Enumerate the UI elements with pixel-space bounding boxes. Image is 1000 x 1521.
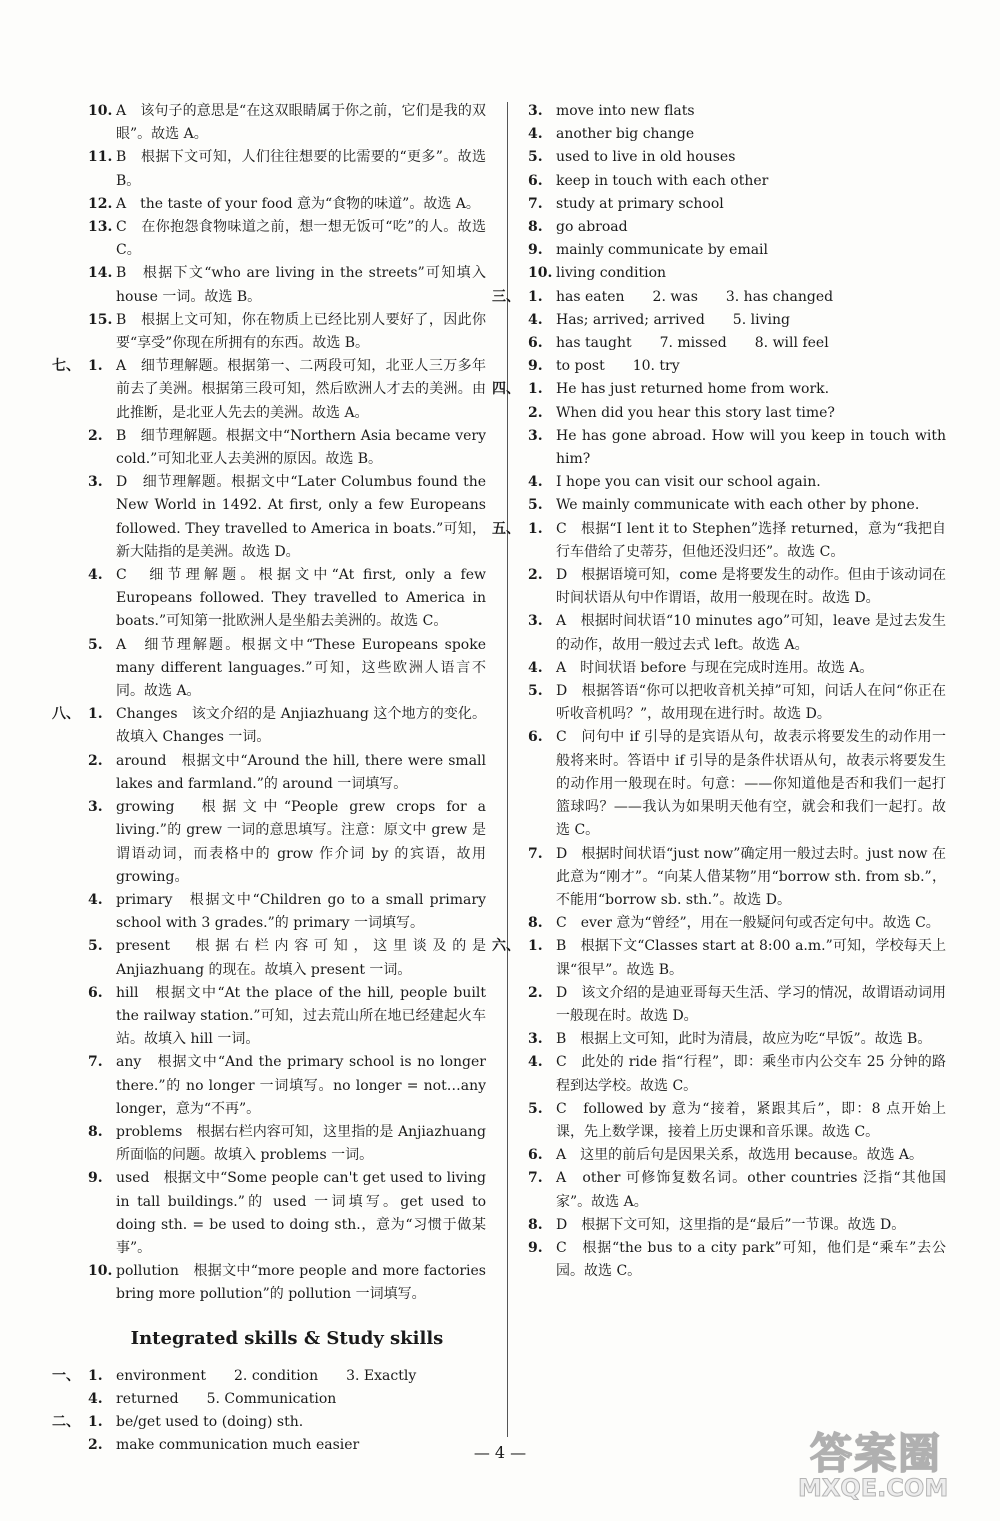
answer-text: C followed by 意为“接着，紧跟其后”，即：8 点开始上课，先上数学课，接着上历史课和音乐课。故选 C。 [556, 1100, 946, 1140]
answer-number: 2. [528, 404, 543, 421]
answer-text: to post 10. try [556, 358, 680, 375]
answer-number: 4. [528, 126, 543, 143]
answer-number: 4. [528, 311, 543, 328]
answer-text: make communication much easier [116, 1437, 360, 1454]
answer-number: 3. [528, 103, 543, 119]
answer-text: D 该文介绍的是迪亚哥每天生活、学习的情况，故谓语动词用一般现在时。故选 D。 [556, 984, 946, 1024]
answer-entry [88, 425, 486, 471]
answer-entry [528, 1144, 946, 1167]
answer-entry [528, 610, 946, 656]
answer-text: environment 2. condition 3. Exactly [116, 1367, 417, 1384]
answer-text: C 此处的 ride 指“行程”，即：乘坐市内公交车 25 分钟的路程到达学校。故选 C。 [556, 1054, 946, 1094]
answer-number: 6. [528, 729, 543, 746]
answer-text: go abroad [556, 219, 628, 236]
section-label: 一、 [52, 1367, 80, 1384]
answer-entry [88, 309, 486, 355]
answer-number: 7. [528, 195, 543, 212]
answer-entry [492, 518, 946, 564]
right-answer-list [492, 100, 946, 1283]
answer-text: living condition [556, 265, 667, 282]
watermark-text: 答案圈 [810, 1429, 943, 1478]
answer-number: 3. [528, 1031, 543, 1048]
answer-number: 10. [88, 1263, 113, 1280]
answer-entry [88, 1167, 486, 1260]
answer-entry [88, 935, 486, 981]
answer-text: be/get used to (doing) sth. [116, 1413, 304, 1430]
answer-number: 1. [528, 288, 543, 305]
answer-text: C 根据“I lent it to Stephen”选择 returned，意为“我把自行车借给了史蒂芬，但他还没归还”。故选 C。 [556, 520, 946, 560]
answer-entry [528, 123, 946, 146]
answer-number: 15. [88, 311, 113, 328]
answer-entry [88, 146, 486, 192]
answer-text: C 根据“the bus to a city park”可知，他们是“乘车”去公园。故选 C。 [556, 1239, 946, 1280]
answer-text: B 根据上文可知，你在物质上已经比别人要好了，因此你要“享受”你现在所拥有的东西。故选 B。 [116, 311, 486, 352]
answer-number: 3. [528, 427, 543, 444]
answer-text: B 根据上文可知，此时为清晨，故应为吃“早饭”。故选 B。 [556, 1031, 932, 1048]
answer-text: We mainly communicate with each other by phone. [556, 497, 920, 514]
answer-number: 6. [528, 1147, 543, 1164]
answer-text: any 根据文中“And the primary school is no longer there.”的 no longer 一词填写。no longer = not…any longer，意为“不再”。 [116, 1054, 486, 1117]
answer-text: has eaten 2. was 3. has changed [556, 288, 834, 305]
answer-text: D 根据下文可知，这里指的是“最后”一节课。故选 D。 [556, 1216, 906, 1233]
answer-text: A 这里的前后句是因果关系，故选用 because。故选 A。 [556, 1147, 924, 1164]
answer-text: C 在你抱怨食物味道之前，想一想无饭可“吃”的人。故选 C。 [116, 219, 486, 259]
answer-text: He has just returned home from work. [556, 381, 830, 398]
answer-entry [88, 100, 486, 146]
answer-number: 3. [528, 613, 543, 630]
answer-entry [492, 286, 946, 309]
answer-number: 4. [528, 474, 543, 491]
answer-entry [528, 657, 946, 680]
answer-entry [88, 1051, 486, 1121]
answer-entry [88, 1260, 486, 1306]
section-label: 二、 [52, 1413, 80, 1430]
answer-entry [88, 634, 486, 704]
answer-number: 9. [528, 242, 543, 259]
answer-text: A 时间状语 before 与现在完成时连用。故选 A。 [556, 659, 874, 676]
answer-number: 2. [528, 567, 543, 584]
answer-text: D 根据答语“你可以把收音机关掉”可知，问话人在问“你正在听收音机吗？”，故用现在进行时。故选 D。 [556, 683, 946, 723]
answer-entry [88, 982, 486, 1052]
section-label: 三、 [492, 288, 520, 305]
answer-number: 5. [528, 1100, 543, 1117]
answer-text: He has gone abroad. How will you keep in touch with him? [556, 427, 946, 468]
answer-number: 5. [528, 149, 543, 166]
answer-number: 1. [88, 358, 103, 375]
answer-entry [88, 193, 486, 216]
watermark-logo [790, 1416, 990, 1511]
answer-number: 6. [528, 335, 543, 352]
answer-entry [528, 982, 946, 1028]
answer-entry [528, 843, 946, 913]
answer-entry [528, 494, 946, 517]
answer-text: Changes 该文介绍的是 Anjiazhuang 这个地方的变化。故填入 Changes 一词。 [116, 706, 486, 746]
answer-number: 10. [528, 265, 553, 282]
answer-entry [88, 1388, 486, 1411]
answer-text: present 根据右栏内容可知，这里谈及的是 Anjiazhuang 的现在。故填入 present 一词。 [116, 938, 486, 978]
answer-number: 9. [528, 358, 543, 375]
section-label: 六、 [492, 938, 520, 955]
answer-text: C 问句中 if 引导的是宾语从句，故表示将要发生的动作用一般将来时。答语中 if 引导的是条件状语从句，故表示将要发生的动作用一般现在时。句意：——你知道他是否和我们一起打篮球吗？——我认为如果明天他有空，就会和我们一起打。故选 C。 [556, 729, 946, 839]
answer-text: returned 5. Communication [116, 1390, 337, 1407]
answer-text: D 细节理解题。根据文中“Later Columbus found the New World in 1492. At first, only a few Europeans followed. They travelled to America in boats.”可知，新大陆指的是美洲。故选 D。 [116, 474, 486, 560]
answer-text: around 根据文中“Around the hill, there were small lakes and farmland.”的 around 一词填写。 [116, 752, 486, 792]
section-label: 五、 [492, 520, 520, 537]
answer-number: 1. [528, 381, 543, 398]
answer-number: 9. [88, 1170, 103, 1187]
answer-text: another big change [556, 126, 695, 143]
answer-text: A other 可修饰复数名词。other countries 泛指“其他国家”。故选 A。 [556, 1170, 946, 1210]
answer-number: 5. [88, 636, 103, 653]
answer-number: 4. [528, 659, 543, 676]
answer-number: 13. [88, 219, 113, 236]
answer-entry [528, 1214, 946, 1237]
section-label: 七、 [52, 358, 80, 375]
answer-entry [528, 100, 946, 123]
section-label: 四、 [492, 381, 520, 398]
answer-number: 4. [88, 891, 103, 908]
answer-number: 2. [88, 752, 103, 769]
answer-entry [528, 170, 946, 193]
right-column [492, 100, 946, 1283]
answer-text: C ever 意为“曾经”，用在一般疑问句或否定句中。故选 C。 [556, 915, 940, 932]
answer-text: When did you hear this story last time? [556, 404, 835, 421]
answer-number: 8. [528, 1216, 543, 1233]
answer-text: mainly communicate by email [556, 242, 769, 259]
left-answer-list [52, 100, 486, 1307]
left-column [52, 100, 486, 1457]
watermark-url: MXQE.COM [798, 1474, 949, 1502]
answer-entry [52, 1411, 486, 1434]
answer-number: 8. [528, 915, 543, 932]
answer-text: C 细节理解题。根据文中“At first, only a few Europeans followed. They travelled to America in boats.”可知第一批欧洲人是坐船去美洲的。故选 C。 [116, 567, 486, 630]
answer-text: pollution 根据文中“more people and more factories bring more pollution”的 pollution 一词填写。 [116, 1263, 486, 1303]
answer-entry [528, 355, 946, 378]
page-number: — 4 — [473, 1443, 527, 1462]
answer-entry [528, 1051, 946, 1097]
answer-entry [528, 193, 946, 216]
answer-entry [492, 378, 946, 401]
answer-entry [528, 332, 946, 355]
answer-text: hill 根据文中“At the place of the hill, people built the railway station.”可知，过去荒山所在地已经建起火车站。故填入 hill 一词。 [116, 984, 486, 1048]
answer-text: D 根据语境可知，come 是将要发生的动作。但由于该动词在时间状语从句中作谓语，故用一般现在时。故选 D。 [556, 567, 946, 607]
answer-entry [528, 146, 946, 169]
answer-entry [52, 1365, 486, 1388]
answer-text: has taught 7. missed 8. will feel [556, 335, 829, 352]
answer-text: A 根据时间状语“10 minutes ago”可知，leave 是过去发生的动作，故用一般过去式 left。故选 A。 [556, 613, 946, 653]
answer-entry [88, 889, 486, 935]
answer-entry [528, 1167, 946, 1213]
answer-number: 7. [528, 845, 543, 862]
answer-entry [492, 935, 946, 981]
answer-text: D 根据时间状语“just now”确定用一般过去时。just now 在此意为“刚才”。“向某人借某物”用“borrow sth. from sb.”，不能用“borrow sb. sth.”。故选 D。 [556, 845, 946, 908]
answer-entry [528, 1237, 946, 1283]
answer-number: 10. [88, 103, 113, 119]
answer-number: 9. [528, 1239, 543, 1256]
answer-number: 4. [88, 1390, 103, 1407]
answer-number: 2. [528, 984, 543, 1001]
answer-text: keep in touch with each other [556, 172, 769, 189]
answer-entry [88, 750, 486, 796]
answer-entry [88, 262, 486, 308]
answer-text: B 根据下文“who are living in the streets”可知填入 house 一词。故选 B。 [116, 265, 486, 305]
answer-entry [52, 703, 486, 749]
answer-text: primary 根据文中“Children go to a small primary school with 3 grades.”的 primary 一词填写。 [116, 891, 486, 932]
answer-number: 1. [528, 938, 543, 955]
section-label: 八、 [52, 706, 80, 723]
answer-number: 4. [528, 1054, 543, 1071]
answer-entry [528, 262, 946, 285]
answer-entry [528, 912, 946, 935]
answer-number: 2. [88, 427, 103, 444]
answer-text: A 细节理解题。根据文中“These Europeans spoke many different languages.”可知，这些欧洲人语言不同。故选 A。 [116, 636, 486, 700]
answer-number: 5. [88, 938, 103, 955]
answer-entry [528, 680, 946, 726]
answer-number: 7. [528, 1170, 543, 1187]
answer-number: 7. [88, 1054, 103, 1071]
answer-number: 12. [88, 195, 113, 212]
answer-number: 3. [88, 799, 103, 816]
answer-text: Has; arrived; arrived 5. living [556, 311, 790, 328]
answer-text: B 根据下文可知，人们往往想要的比需要的“更多”。故选 B。 [116, 149, 486, 189]
answer-entry [528, 564, 946, 610]
answer-entry [528, 1098, 946, 1144]
answer-number: 5. [528, 497, 543, 514]
answer-text: growing 根据文中“People grew crops for a living.”的 grew 一词的意思填写。注意：原文中 grew 是谓语动词，而表格中的 grow 作介词 by 的宾语，故用 growing。 [116, 799, 486, 885]
answer-number: 3. [88, 474, 103, 491]
answer-number: 1. [528, 520, 543, 537]
answer-entry [88, 471, 486, 564]
answer-number: 1. [88, 706, 103, 723]
answer-number: 1. [88, 1413, 103, 1430]
answer-entry [88, 1121, 486, 1167]
answer-number: 8. [88, 1123, 103, 1140]
answer-entry [528, 402, 946, 425]
answer-text: used 根据文中“Some people can't get used to living in tall buildings.”的 used 一词填写。get used to doing sth. = be used to doing sth.，意为“习惯于做某事”。 [116, 1170, 486, 1256]
answer-text: problems 根据右栏内容可知，这里指的是 Anjiazhuang 所面临的问题。故填入 problems 一词。 [116, 1123, 486, 1164]
answer-text: I hope you can visit our school again. [556, 474, 821, 491]
answer-entry [52, 355, 486, 425]
answer-number: 14. [88, 265, 113, 282]
answer-entry [528, 216, 946, 239]
answer-text: study at primary school [556, 195, 724, 212]
answer-entry [528, 425, 946, 471]
answer-number: 4. [88, 567, 103, 584]
section-title: Integrated skills & Study skills [130, 1327, 444, 1349]
answer-text: move into new flats [556, 103, 695, 119]
answer-text: B 根据下文“Classes start at 8:00 a.m.”可知，学校每天上课“很早”。故选 B。 [556, 938, 946, 978]
answer-entry [528, 1028, 946, 1051]
answer-entry [528, 726, 946, 842]
answer-number: 6. [528, 172, 543, 189]
answer-entry [528, 471, 946, 494]
answer-number: 6. [88, 984, 103, 1001]
answer-entry [88, 216, 486, 262]
answer-text: A 细节理解题。根据第一、二两段可知，北亚人三万多年前去了美洲。根据第三段可知，然后欧洲人才去的美洲。由此推断，是北亚人先去的美洲。故选 A。 [116, 358, 486, 421]
answer-number: 1. [88, 1367, 103, 1384]
answer-entry [528, 239, 946, 262]
answer-number: 5. [528, 683, 543, 700]
answer-number: 8. [528, 219, 543, 236]
answer-number: 2. [88, 1437, 103, 1454]
answer-text: A the taste of your food 意为“食物的味道”。故选 A。 [116, 195, 480, 212]
answer-entry [88, 796, 486, 889]
answer-number: 11. [88, 149, 113, 166]
answer-text: B 细节理解题。根据文中“Northern Asia became very cold.”可知北亚人去美洲的原因。故选 B。 [116, 427, 486, 468]
answer-text: used to live in old houses [556, 149, 736, 166]
answer-entry [88, 564, 486, 634]
answer-entry [528, 309, 946, 332]
answer-text: A 该句子的意思是“在这双眼睛属于你之前，它们是我的双眼”。故选 A。 [116, 103, 486, 143]
